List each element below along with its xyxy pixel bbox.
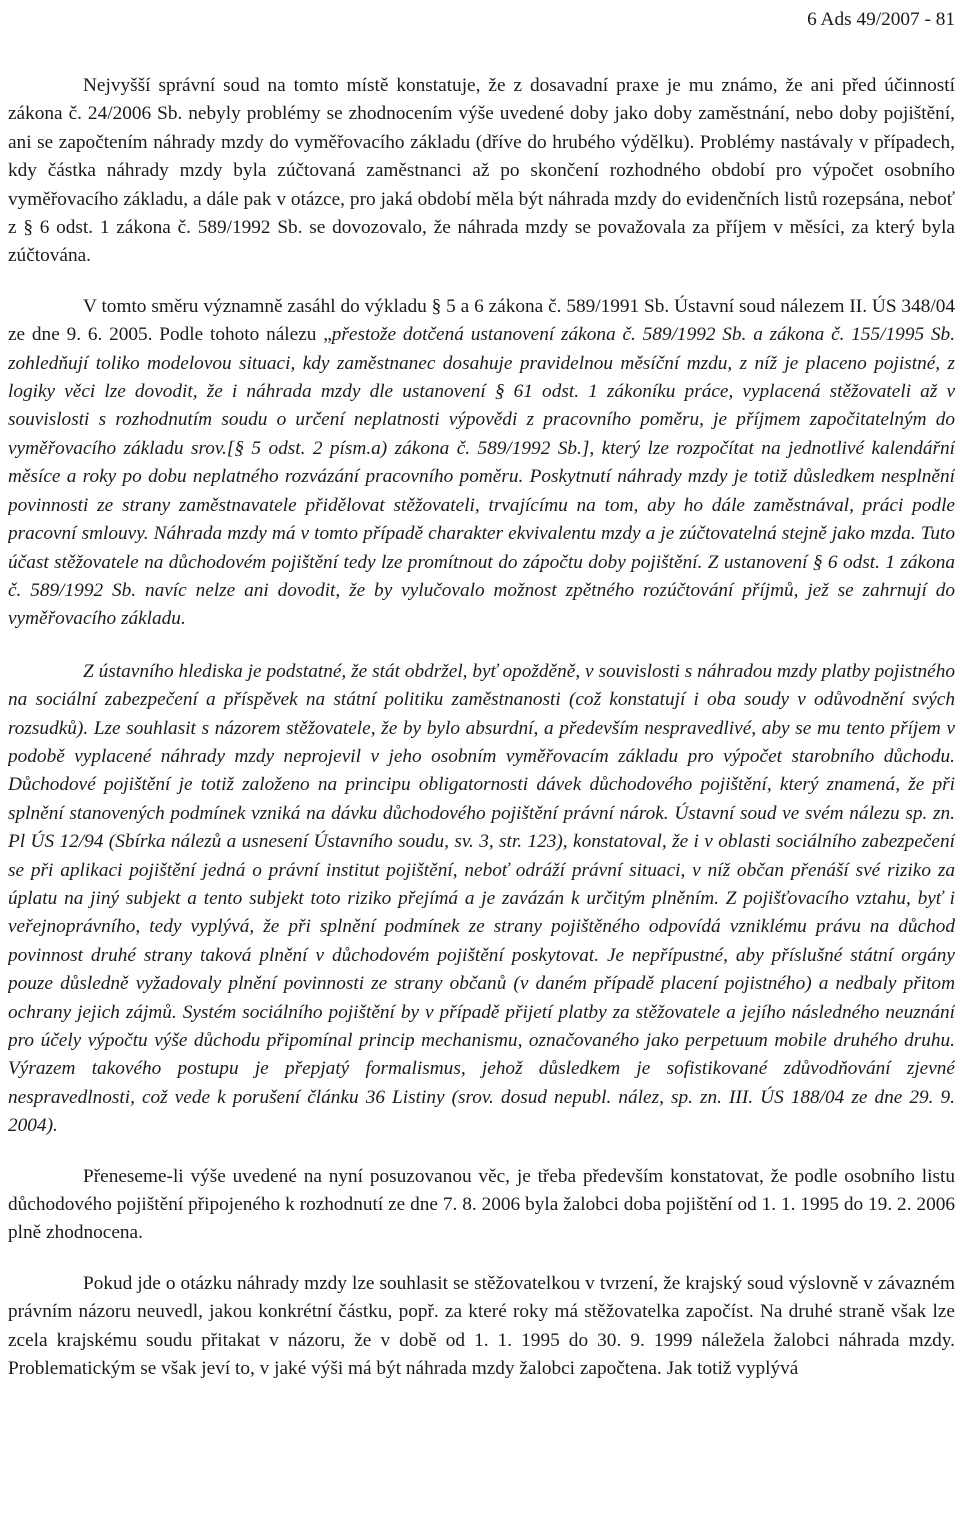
paragraph-1: Nejvyšší správní soud na tomto místě konstatuje, že z dosavadní praxe je mu známo, že ani před účinností zákona č. 24/2006 Sb. nebyly problémy se zhodnocením výše uvedené doby jako doby zaměstnání, nebo doby pojištění, ani se započtením náhrady mzdy do vyměřovacího základu (dříve do hrubého výdělku). Problémy nastávaly v případech, kdy částka náhrady mzdy byla zúčtovaná zaměstnanci až po skončení rozhodného období pro výpočet osobního vyměřovacího základu, a dále pak v otázce, pro jaká období měla být náhrada mzdy do evidenčních listů rozepsána, neboť z § 6 odst. 1 zákona č. 589/1992 Sb. se dovozovalo, že náhrada mzdy se považovala za příjem v měsíci, za který byla zúčtována. xyxy=(8,75,955,267)
paragraph-5: Pokud jde o otázku náhrady mzdy lze souhlasit se stěžovatelkou v tvrzení, že krajský soud výslovně v závazném právním názoru neuvedl, jakou konkrétní částku, popř. za které roky má stěžovatelka započíst. Na druhé straně však lze zcela krajskému soudu přitakat v názoru, že v době od 1. 1. 1995 do 30. 9. 1999 náležela žalobci náhrada mzdy. Problematickým se však jeví to, v jaké výši má být náhrada mzdy žalobci započtena. Jak totiž vyplývá xyxy=(8,1272,955,1380)
paragraph-3-quote xyxy=(8,658,955,1141)
paragraph-3-text: Z ústavního hlediska je podstatné, že stát obdržel, byť opožděně, v souvislosti s náhradou mzdy platby pojistného na sociální zabezpečení a příspěvek na státní politiku zaměstnanosti (což konstatují i oba soudy v odůvodnění svých rozsudků). Lze souhlasit s názorem stěžovatele, že by bylo absurdní, a především nespravedlivé, aby se mu tento příjem v podobě vyplacené náhrady mzdy neprojevil v jeho osobním vyměřovacím základu pro výpočet starobního důchodu. Důchodové pojištění je totiž založeno na principu obligatornosti dávek důchodového pojištění, který znamená, že při splnění stanovených podmínek vzniká na dávku důchodového pojištění právní nárok. Ústavní soud ve svém nálezu sp. zn. Pl ÚS 12/94 (Sbírka nálezů a usnesení Ústavního soudu, sv. 3, str. 123), konstatoval, že i v oblasti sociálního zabezpečení se při aplikaci pojištění jedná o právní institut pojištění, neboť odráží právní situaci, v níž občan přenáší své riziko za úplatu na jiný subjekt a tento subjekt toto riziko přejímá a je zavázán k určitým plněním. Z pojišťovacího vztahu, byť i veřejnoprávního, tedy vyplývá, že při splnění podmínek ze strany pojištěného odpovídá vzniklému právu na důchod povinnost druhé strany taková plnění v důchodovém pojištění poskytovat. Je nepřípustné, aby příslušné státní orgány pouze důsledně vyžadovaly plnění povinnosti ze strany občanů (v daném případě placení pojistného) a nedbaly přitom ochrany jejich zájmů. Systém sociálního pojištění by v případě přijetí platby za stěžovatele a jejího následného neuznání pro účely výpočtu výše důchodu připomínal princip mechanismu, označovaného jako perpetuum mobile druhého druhu. Výrazem takového postupu je přepjatý formalismus, jehož důsledkem je sofistikované zdůvodňování zjevné nespravedlnosti, což vede k porušení článku 36 Listiny (srov. dosud nepubl. nález, sp. zn. III. ÚS 188/04 ze dne 29. 9. 2004). xyxy=(8,660,955,1137)
paragraph-2 xyxy=(8,293,955,634)
case-number-header: 6 Ads 49/2007 - 81 xyxy=(807,9,955,30)
document-page xyxy=(8,0,955,1514)
paragraph-2-plain: V tomto směru významně zasáhl do výkladu § 5 a 6 zákona č. 589/1991 Sb. Ústavní soud nálezem II. ÚS 348/04 ze dne 9. 6. 2005. Podle tohoto nálezu „ xyxy=(8,295,955,346)
paragraph-4: Přeneseme-li výše uvedené na nyní posuzovanou věc, je třeba především konstatovat, že podle osobního listu důchodového pojištění připojeného k rozhodnutí ze dne 7. 8. 2006 byla žalobci doba pojištění od 1. 1. 1995 do 19. 2. 2006 plně zhodnocena. xyxy=(8,1165,955,1244)
paragraph-2-quote: přestože dotčená ustanovení zákona č. 589/1992 Sb. a zákona č. 155/1995 Sb. zohledňují toliko modelovou situaci, kdy zaměstnanec dosahuje pravidelnou měsíční mzdu, z níž je placeno pojistné, z logiky věci lze dovodit, že i náhrada mzdy dle ustanovení § 61 odst. 1 zákoníku práce, vyplacená stěžovateli až v souvislosti s rozhodnutím soudu o určení neplatnosti výpovědi z pracovního poměru, je příjmem započitatelným do vyměřovacího základu srov.[§ 5 odst. 2 písm.a) zákona č. 589/1992 Sb.], který lze rozpočítat na jednotlivé kalendářní měsíce a roky po dobu neplatného rozvázání pracovního poměru. Poskytnutí náhrady mzdy je totiž důsledkem nesplnění povinnosti ze strany zaměstnavatele přidělovat stěžovateli, trvajícímu na tom, aby ho dále zaměstnával, práci podle pracovní smlouvy. Náhrada mzdy má v tomto případě charakter ekvivalentu mzdy a je zúčtovatelná stejně jako mzda. Tuto účast stěžovatele na důchodovém pojištění tedy lze promítnout do zápočtu doby pojištění. Z ustanovení § 6 odst. 1 zákona č. 589/1992 Sb. navíc nelze ani dovodit, že by vylučovalo možnost zpětného rozúčtování příjmů, jež se zahrnují do vyměřovacího základu. xyxy=(8,324,955,630)
